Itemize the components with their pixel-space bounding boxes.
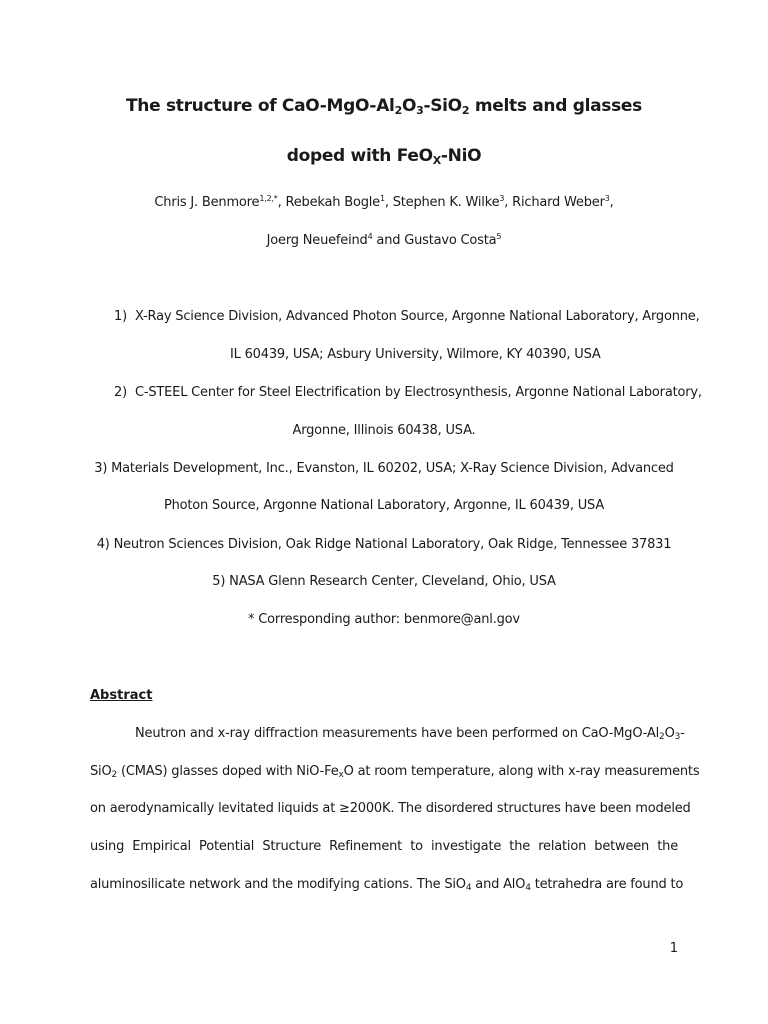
- author-affiliation-mark: 3: [604, 194, 610, 203]
- affiliation-2-line-1: C-STEEL Center for Steel Electrification by Electrosynthesis, Argonne National Laboratory,: [135, 385, 702, 400]
- author-list-line-2: [0, 233, 768, 248]
- affiliation-2-line-2: Argonne, Illinois 60438, USA.: [292, 423, 476, 438]
- abstract-subscript: 4: [465, 883, 472, 893]
- title-text: The structure of CaO-MgO-Al: [126, 96, 395, 116]
- abstract-line: on aerodynamically levitated liquids at ≥2000K. The disordered structures have been modeled: [90, 801, 691, 816]
- abstract-line: [135, 726, 685, 742]
- affiliation-3-line-1: 3) Materials Development, Inc., Evanston, IL 60202, USA; X-Ray Science Division, Advanced: [94, 461, 674, 476]
- abstract-text: tetrahedra are found to: [530, 877, 684, 892]
- author-name: , Stephen K. Wilke: [384, 195, 500, 210]
- title-subscript: 2: [394, 104, 402, 117]
- abstract-text: (CMAS) glasses doped with NiO-Fe: [117, 764, 339, 779]
- author-affiliation-mark: 5: [496, 232, 502, 241]
- page-number: 1: [669, 941, 678, 956]
- author-name: Chris J. Benmore: [154, 195, 260, 210]
- author-name: and Gustavo Costa: [372, 233, 497, 248]
- abstract-line: using Empirical Potential Structure Refinement to investigate the relation between the: [90, 839, 678, 854]
- abstract-text: SiO: [90, 764, 112, 779]
- affiliation-2-number: 2): [114, 385, 127, 400]
- affiliation-4: 4) Neutron Sciences Division, Oak Ridge National Laboratory, Oak Ridge, Tennessee 37831: [96, 537, 672, 552]
- title-subscript: X: [432, 154, 441, 167]
- paper-title-line-1: [0, 96, 768, 116]
- author-list-line-1: [0, 195, 768, 210]
- title-text: O: [401, 96, 417, 116]
- abstract-line: [90, 877, 684, 893]
- title-text: melts and glasses: [469, 96, 642, 116]
- title-text: doped with FeO: [286, 146, 433, 166]
- author-name: Joerg Neuefeind: [266, 233, 368, 248]
- abstract-subscript: 3: [674, 732, 681, 742]
- abstract-text: O: [664, 726, 675, 741]
- author-affiliation-mark: 4: [367, 232, 373, 241]
- corresponding-author: * Corresponding author: benmore@anl.gov: [248, 612, 520, 627]
- abstract-line: [90, 764, 700, 780]
- title-text: -SiO: [423, 96, 462, 116]
- paper-title-line-2: [0, 146, 768, 166]
- abstract-heading: Abstract: [90, 688, 153, 703]
- abstract-text: and AlO: [471, 877, 526, 892]
- author-separator: ,: [609, 195, 614, 210]
- author-affiliation-mark: 3: [499, 194, 505, 203]
- title-text: -NiO: [440, 146, 482, 166]
- author-name: , Richard Weber: [504, 195, 605, 210]
- affiliation-1-number: 1): [114, 309, 127, 324]
- title-subscript: 2: [461, 104, 470, 117]
- author-name: , Rebekah Bogle: [277, 195, 380, 210]
- author-affiliation-mark: 1: [379, 194, 385, 203]
- author-affiliation-mark: 1,2,*: [259, 194, 278, 203]
- abstract-subscript: 2: [111, 770, 118, 780]
- abstract-subscript: 4: [525, 883, 531, 893]
- abstract-subscript: 2: [659, 732, 665, 742]
- affiliation-1-line-1: X-Ray Science Division, Advanced Photon Source, Argonne National Laboratory, Argonne,: [135, 309, 700, 324]
- affiliation-3-line-2: Photon Source, Argonne National Laboratory, Argonne, IL 60439, USA: [163, 498, 605, 513]
- abstract-text: aluminosilicate network and the modifying cations. The SiO: [90, 877, 466, 892]
- abstract-text: Neutron and x-ray diffraction measurements have been performed on CaO-MgO-Al: [135, 726, 660, 741]
- abstract-text: O at room temperature, along with x-ray measurements: [343, 764, 700, 779]
- affiliation-5: 5) NASA Glenn Research Center, Cleveland, Ohio, USA: [212, 574, 556, 589]
- title-subscript: 3: [416, 104, 424, 117]
- abstract-subscript: x: [338, 770, 344, 780]
- abstract-text: -: [680, 726, 685, 741]
- affiliation-1-line-2: IL 60439, USA; Asbury University, Wilmore, KY 40390, USA: [230, 347, 601, 362]
